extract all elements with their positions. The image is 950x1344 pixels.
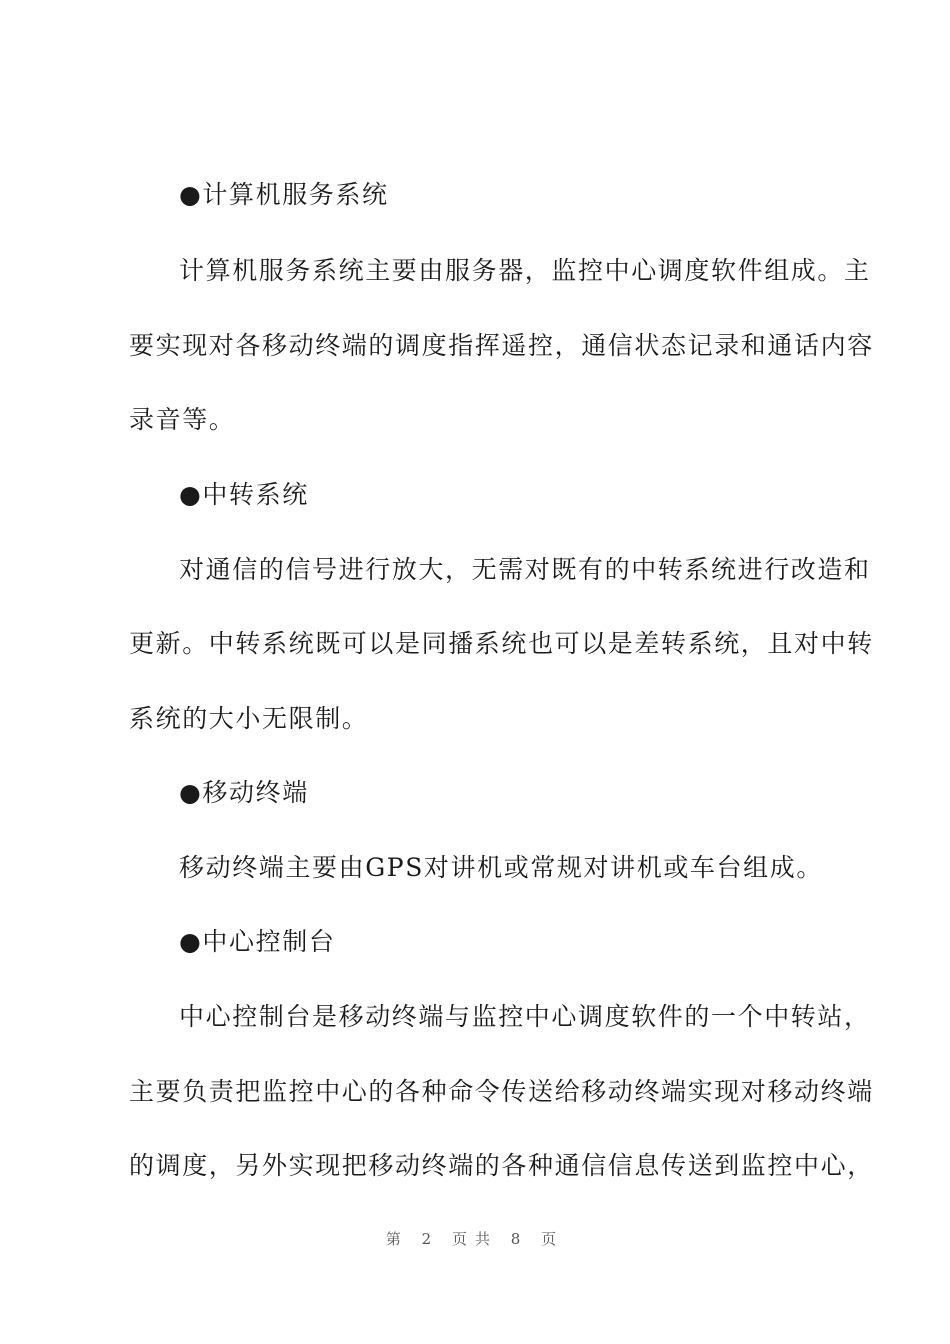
paragraph-line: 对通信的信号进行放大，无需对既有的中转系统进行改造和 [179,555,871,584]
paragraph-line: 的调度，另外实现把移动终端的各种通信信息传送到监控中心， [129,1151,874,1180]
section-heading-mobile-terminal: ●移动终端 [179,778,309,807]
paragraph-line: 移动终端主要由GPS对讲机或常规对讲机或车台组成。 [179,853,823,882]
paragraph-line: 中心控制台是移动终端与监控中心调度软件的一个中转站， [179,1002,871,1031]
section-heading-central-console: ●中心控制台 [179,927,336,956]
paragraph-line: 更新。中转系统既可以是同播系统也可以是差转系统，且对中转 [129,629,874,658]
paragraph-line: 系统的大小无限制。 [129,704,369,733]
section-heading-computer-service: ●计算机服务系统 [179,180,389,209]
paragraph-line: 主要负责把监控中心的各种命令传送给移动终端实现对移动终端 [129,1077,874,1106]
paragraph-line: 录音等。 [129,405,236,434]
paragraph-line: 计算机服务系统主要由服务器，监控中心调度软件组成。主 [179,256,871,285]
page-footer: 第 2 页共 8 页 [385,1230,565,1248]
section-heading-relay-system: ●中转系统 [179,480,309,509]
paragraph-line: 要实现对各移动终端的调度指挥遥控，通信状态记录和通话内容 [129,331,874,360]
